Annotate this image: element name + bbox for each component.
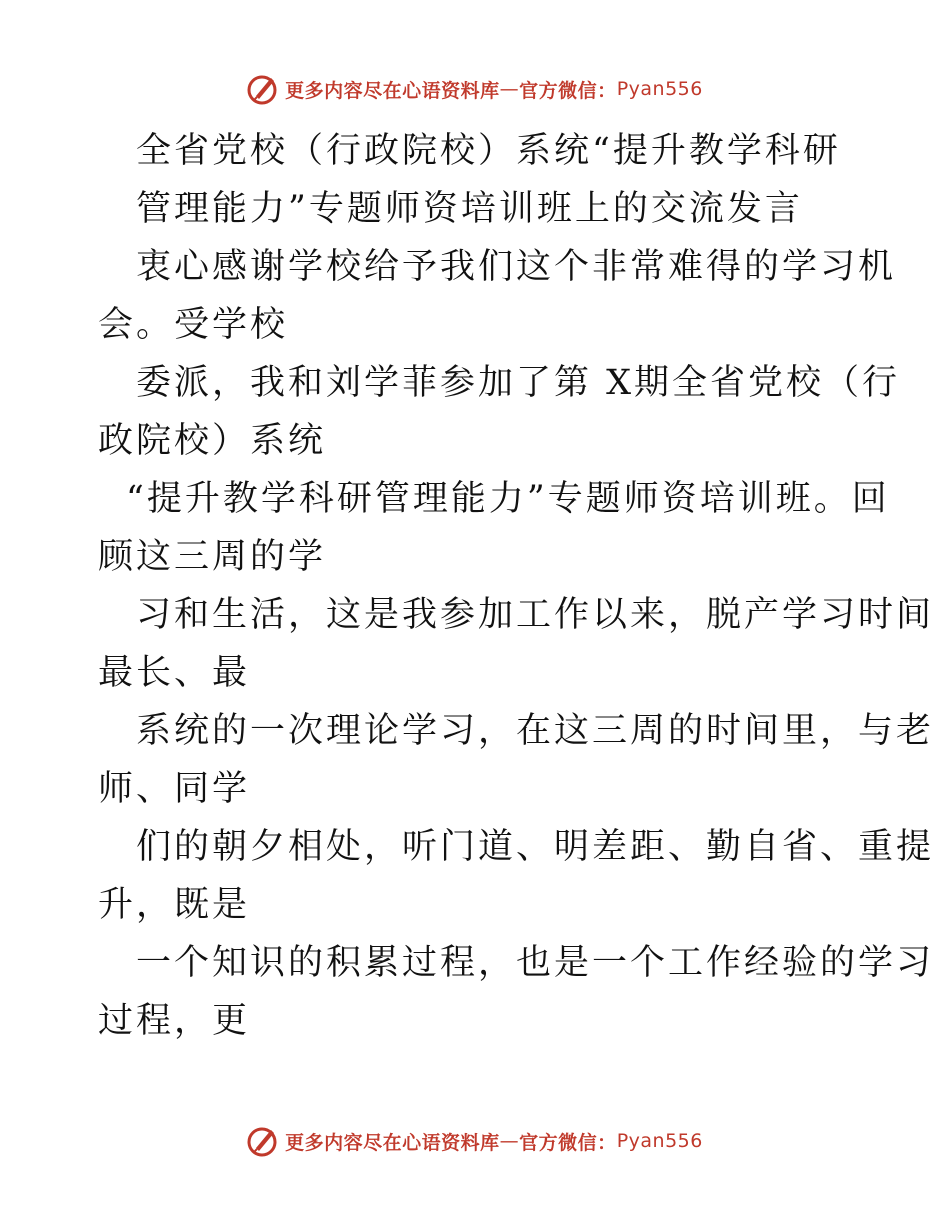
text-line: 衷心感谢学校给予我们这个非常难得的学习机 <box>136 247 897 287</box>
header-watermark <box>0 72 950 106</box>
text-line: 系统的一次理论学习，在这三周的时间里，与老 <box>136 711 935 751</box>
watermark-label: 官方微信： <box>519 1131 617 1154</box>
text-line: 过程，更 <box>98 1001 251 1041</box>
text-line: 顾这三周的学 <box>98 537 327 577</box>
watermark-dash: — <box>499 78 520 100</box>
document-body <box>98 122 935 1050</box>
title-line-1: 全省党校（行政院校）系统“提升教学科研 <box>136 131 841 171</box>
watermark-wechat-id: Pyan556 <box>616 78 703 100</box>
text-line: 们的朝夕相处，听门道、明差距、勤自省、重提 <box>136 827 935 867</box>
footer-watermark <box>0 1124 950 1158</box>
text-line: 习和生活，这是我参加工作以来，脱产学习时间 <box>136 595 935 635</box>
text-line: “提升教学科研管理能力”专题师资培训班。回 <box>126 479 890 519</box>
text-line: 政院校）系统 <box>98 421 327 461</box>
text-line: 一个知识的积累过程，也是一个工作经验的学习 <box>136 943 935 983</box>
text-line: 会。受学校 <box>98 305 289 345</box>
watermark-text: 更多内容尽在心语资料库 <box>285 79 500 102</box>
quill-logo-icon <box>247 1124 279 1158</box>
watermark-wechat-id: Pyan556 <box>616 1130 703 1152</box>
text-line: 升，既是 <box>98 885 251 925</box>
text-line: 委派，我和刘学菲参加了第 X期全省党校（行 <box>136 363 901 403</box>
text-line: 师、同学 <box>98 769 251 809</box>
text-line: 最长、最 <box>98 653 251 693</box>
watermark-dash: — <box>499 1130 520 1152</box>
watermark-label: 官方微信： <box>519 79 617 102</box>
title-line-2: 管理能力”专题师资培训班上的交流发言 <box>136 189 803 229</box>
watermark-text: 更多内容尽在心语资料库 <box>285 1131 500 1154</box>
quill-logo-icon <box>247 72 279 106</box>
